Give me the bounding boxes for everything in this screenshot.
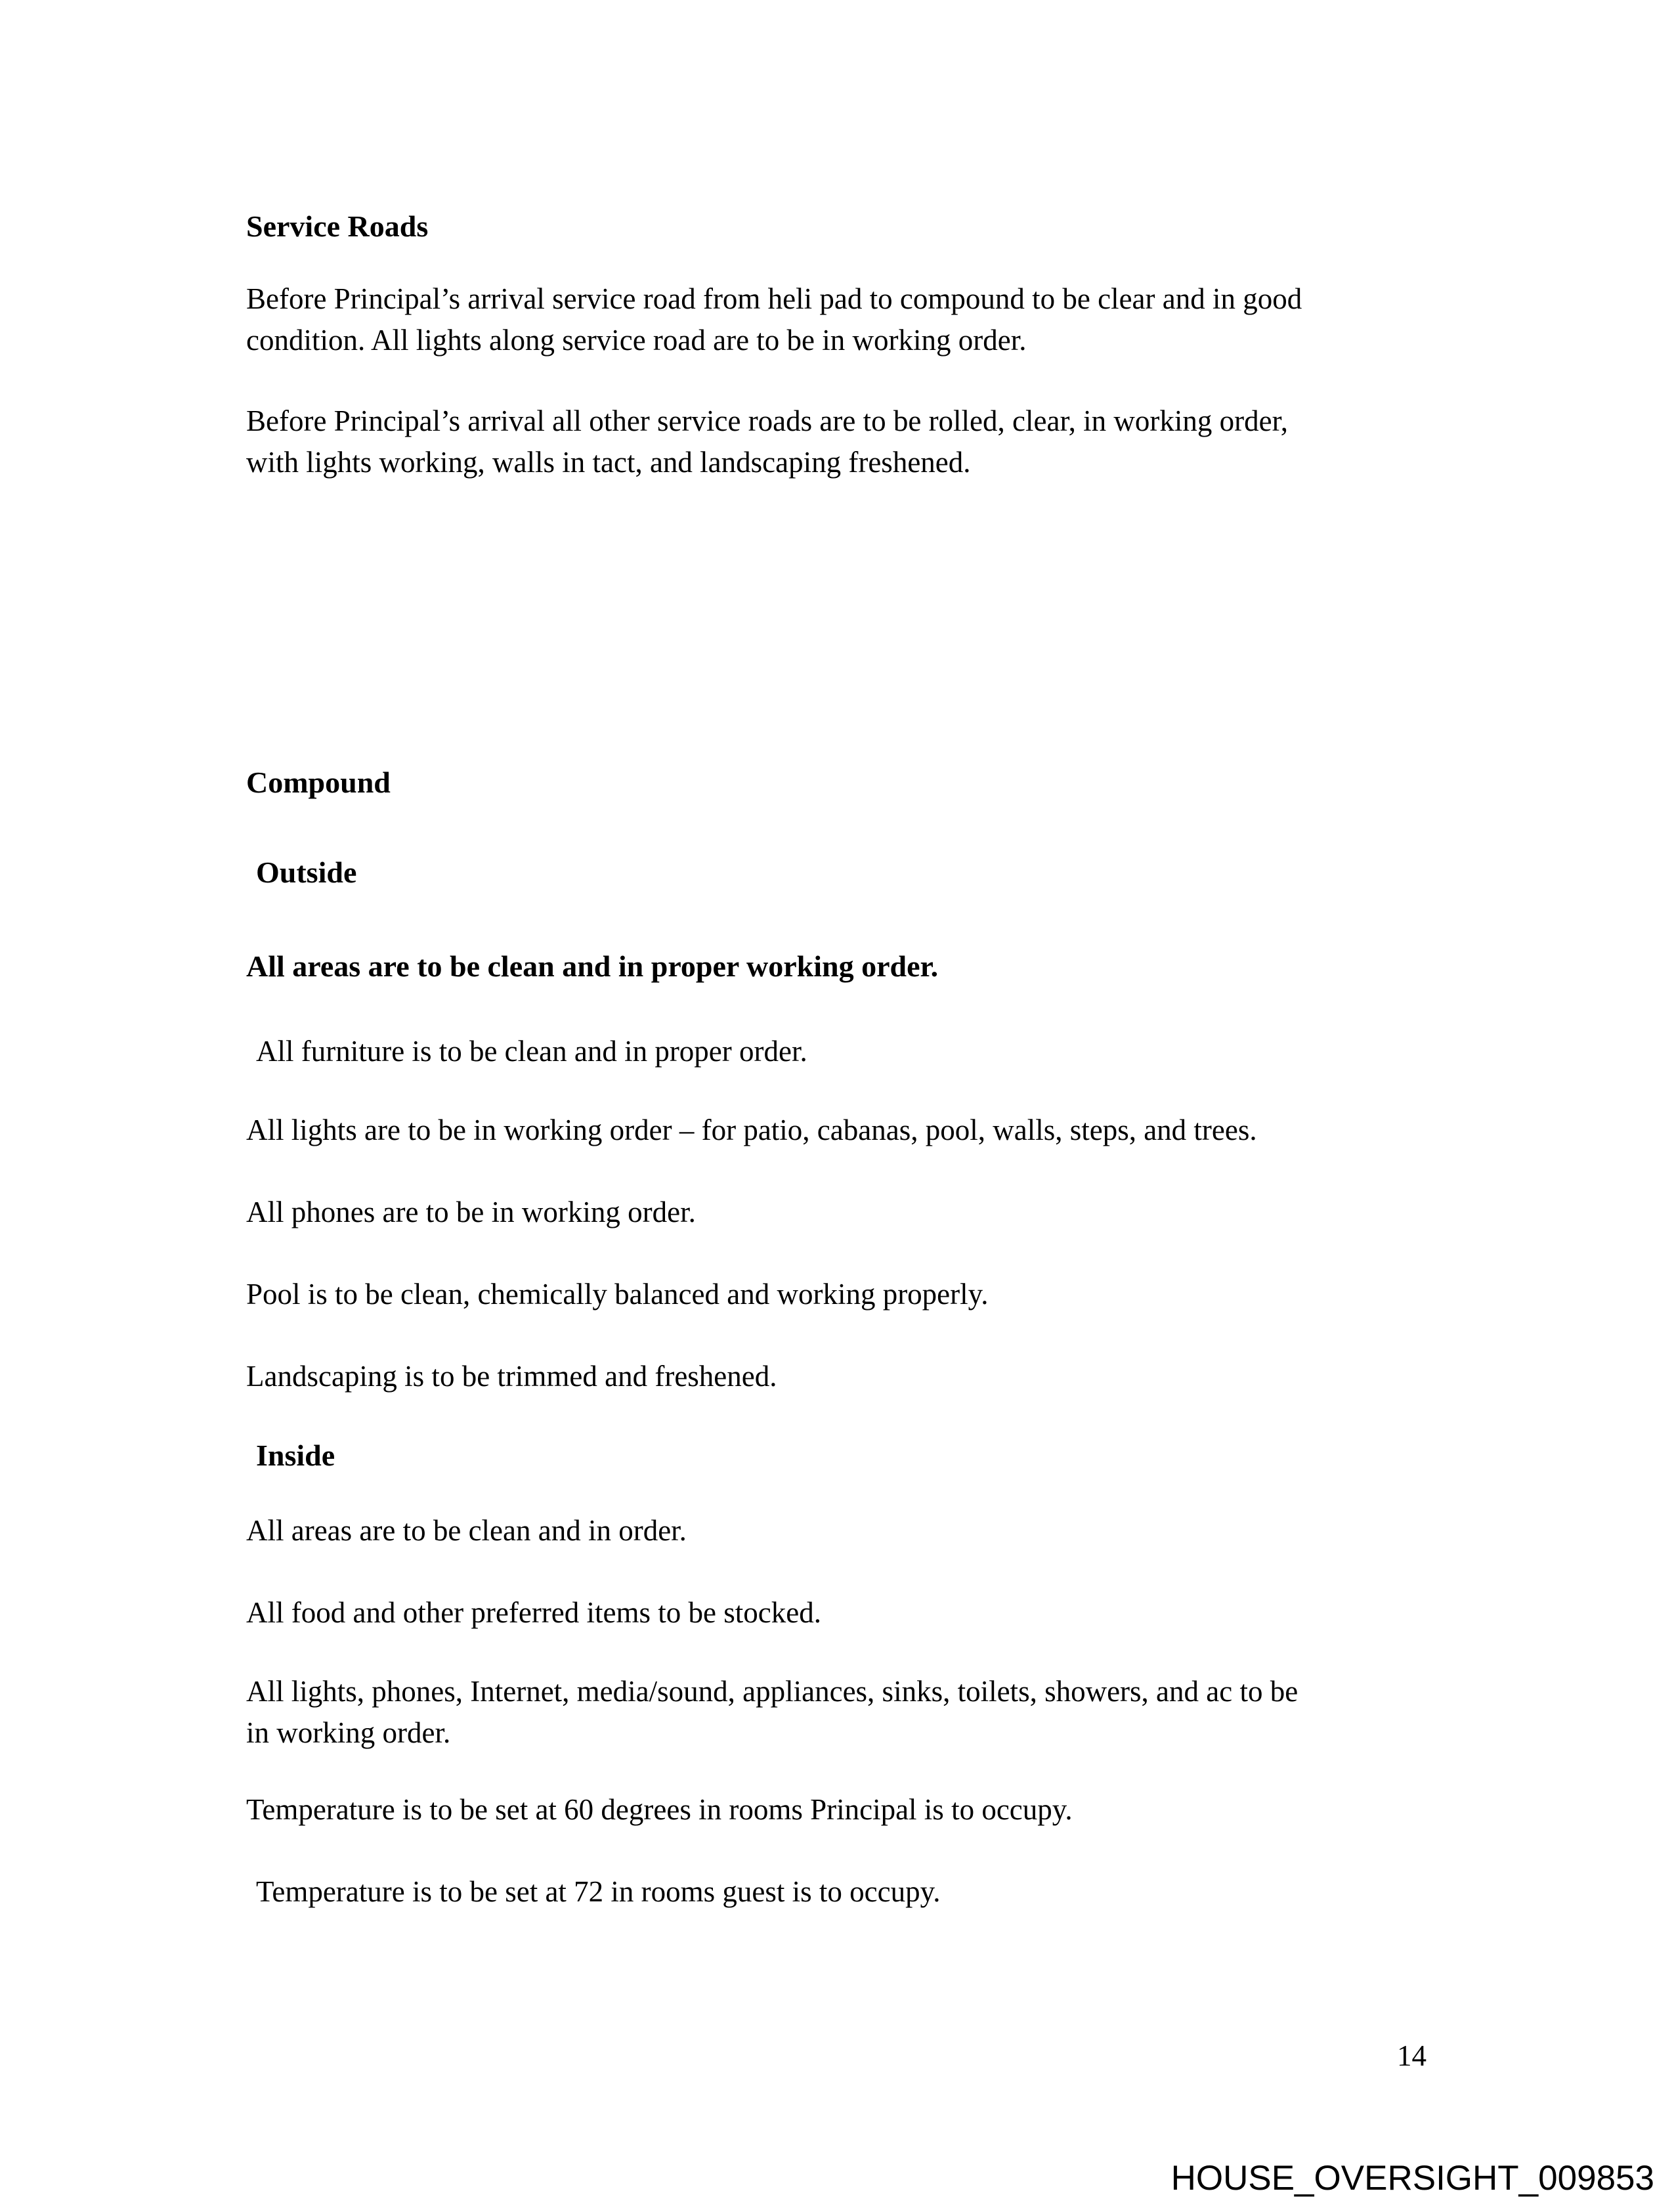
text-line: Compound: [246, 766, 391, 799]
text-line: Service Roads: [246, 209, 429, 243]
paragraph-service-road-helipad: [246, 278, 1302, 361]
text-line: with lights working, walls in tact, and landscaping freshened.: [246, 446, 971, 479]
text-line: Before Principal’s arrival service road from heli pad to compound to be clear and in good: [246, 282, 1302, 315]
text-line: All furniture is to be clean and in proper order.: [256, 1035, 807, 1068]
paragraph-furniture: [246, 1031, 807, 1072]
text-line: All lights, phones, Internet, media/sound, appliances, sinks, toilets, showers, and ac to be: [246, 1675, 1298, 1708]
text-line: Temperature is to be set at 60 degrees in rooms Principal is to occupy.: [246, 1793, 1073, 1826]
text-line: Temperature is to be set at 72 in rooms guest is to occupy.: [256, 1875, 941, 1908]
text-line: All areas are to be clean and in order.: [246, 1514, 687, 1547]
text-line: Landscaping is to be trimmed and freshened.: [246, 1360, 777, 1393]
text-line: Pool is to be clean, chemically balanced and working properly.: [246, 1278, 989, 1311]
text-line: All lights are to be in working order – for patio, cabanas, pool, walls, steps, and trees.: [246, 1114, 1257, 1146]
paragraph-other-service-roads: [246, 401, 1288, 483]
paragraph-utilities-working-order: [246, 1671, 1298, 1754]
heading-service-roads: [246, 206, 428, 247]
paragraph-temperature-72: [246, 1871, 940, 1913]
statement-all-areas-proper-working-order: [246, 945, 938, 987]
text-line: All areas are to be clean and in proper working order.: [246, 949, 939, 983]
paragraph-phones: [246, 1192, 696, 1233]
paragraph-lights-patio: [246, 1110, 1257, 1151]
text-line: All food and other preferred items to be stocked.: [246, 1596, 821, 1629]
text-line: All phones are to be in working order.: [246, 1196, 696, 1228]
paragraph-pool: [246, 1274, 988, 1315]
paragraph-areas-clean-order: [246, 1510, 687, 1551]
heading-outside: [246, 852, 356, 893]
heading-compound: [246, 762, 391, 803]
text-line: Before Principal’s arrival all other service roads are to be rolled, clear, in working order,: [246, 404, 1289, 437]
text-line: Inside: [256, 1439, 335, 1472]
bates-stamp: HOUSE_OVERSIGHT_009853: [1170, 2159, 1654, 2198]
paragraph-landscaping: [246, 1356, 777, 1397]
paragraph-food-stocked: [246, 1592, 821, 1634]
text-line: condition. All lights along service road are to be in working order.: [246, 324, 1027, 357]
heading-inside: [246, 1435, 335, 1476]
text-line: Outside: [256, 856, 357, 889]
text-line: in working order.: [246, 1716, 451, 1749]
paragraph-temperature-60: [246, 1789, 1073, 1831]
page-number: 14: [1397, 2039, 1427, 2072]
